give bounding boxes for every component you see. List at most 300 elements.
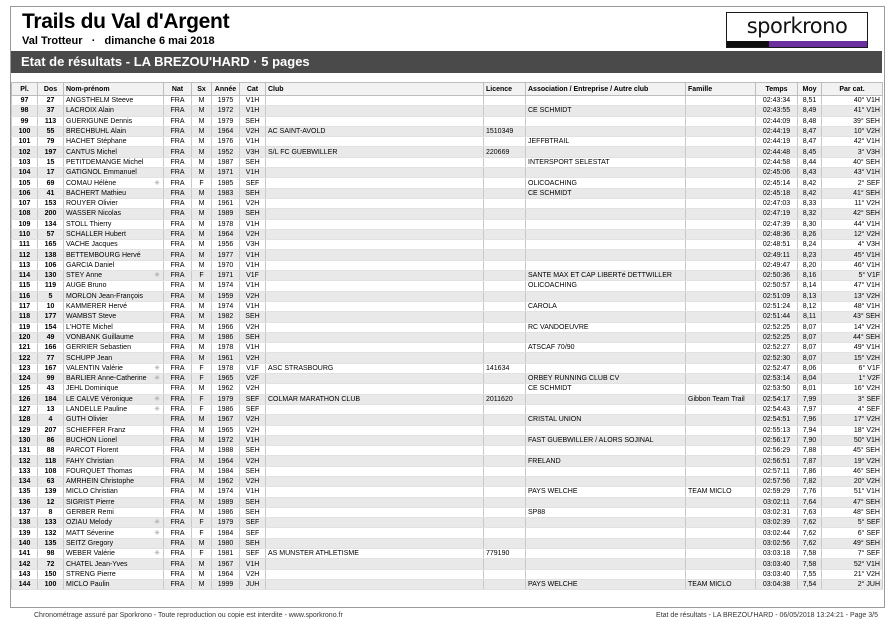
table-cell [822,229,883,239]
table-cell [686,137,756,147]
table-cell [266,198,484,208]
column-header: Temps [756,83,798,96]
cell-text: RC VANDOEUVRE [528,323,589,331]
table-cell [240,456,266,466]
table-cell [798,126,822,136]
table-cell [64,394,164,404]
table-cell [526,332,686,342]
cell-text: 177 [44,313,57,321]
table-cell [164,137,192,147]
cell-text: 1967 [217,560,234,568]
cell-text: 1974 [217,488,234,496]
table-cell [12,343,38,353]
cell-text: 03:02:31 [762,509,791,517]
cell-text: 109 [18,220,31,228]
cell-text: 105 [18,179,31,187]
cell-text: 2011620 [486,395,513,403]
cell-text: F [199,179,204,187]
table-cell [38,137,64,147]
cell-text: 122 [18,354,31,362]
cell-text: 127 [18,406,31,414]
table-cell [686,394,756,404]
table-cell [240,404,266,414]
table-cell [38,147,64,157]
cell-text: 47° V1H [853,282,880,290]
table-cell [798,569,822,579]
table-cell [484,157,526,167]
table-cell [12,466,38,476]
cell-text: 98 [20,107,29,115]
table-cell [12,178,38,188]
table-cell [64,312,164,322]
table-cell [822,579,883,589]
table-cell [484,168,526,178]
table-cell [798,394,822,404]
table-cell [164,147,192,157]
cell-text: 7,86 [802,467,817,475]
table-row [12,116,883,126]
table-cell [12,260,38,270]
table-cell [266,343,484,353]
table-cell [686,219,756,229]
cell-text: 7,76 [802,488,817,496]
table-cell [756,147,798,157]
cell-text: 165 [44,241,57,249]
table-cell [192,497,212,507]
table-cell [212,332,240,342]
table-cell [192,404,212,414]
cell-text: V2H [245,416,260,424]
table-cell [822,178,883,188]
cell-text: 02:51:24 [762,303,791,311]
table-cell [822,343,883,353]
table-cell [484,435,526,445]
table-cell [240,446,266,456]
table-cell [240,96,266,106]
table-cell [164,487,192,497]
cell-text: 8,42 [802,189,817,197]
table-cell [798,425,822,435]
table-row [12,209,883,219]
table-cell [240,147,266,157]
table-cell [526,291,686,301]
cell-text: 8,45 [802,148,817,156]
table-cell [266,579,484,589]
table-cell [484,538,526,548]
cell-text: 7,90 [802,436,817,444]
cell-text: 104 [18,169,31,177]
table-cell [38,384,64,394]
cell-text: 8,30 [802,220,817,228]
cell-text: FRA [170,179,185,187]
table-cell [64,528,164,538]
cell-text: 43° SEH [853,313,880,321]
cell-text: FRA [170,354,185,362]
table-cell [192,178,212,188]
table-cell [686,126,756,136]
table-cell [164,260,192,270]
cell-text: FRA [170,550,185,558]
table-cell [240,219,266,229]
table-cell [164,384,192,394]
cell-text: 44° SEH [853,333,880,341]
table-cell [266,168,484,178]
cell-text: V2H [245,457,260,465]
cell-text: 1952 [217,148,234,156]
cell-text: 1970 [217,261,234,269]
table-cell [164,353,192,363]
table-cell [686,96,756,106]
table-cell [484,188,526,198]
cell-text: V2H [245,426,260,434]
table-cell [798,281,822,291]
table-cell [756,250,798,260]
cell-text: 02:56:51 [762,457,791,465]
cell-text: 7,99 [802,395,817,403]
cell-text: 129 [18,426,31,434]
table-cell [798,343,822,353]
cell-text: 02:54:51 [762,416,791,424]
table-row [12,332,883,342]
cell-text: FRA [170,200,185,208]
cell-text: V2H [245,231,260,238]
cell-text: F [199,395,204,403]
cell-text: V1H [245,138,260,146]
table-cell [192,322,212,332]
cell-text: 02:52:47 [762,364,791,372]
cell-text: 02:45:18 [762,189,791,197]
cell-text: V2H [245,354,260,362]
cell-text: SP88 [528,509,546,517]
table-cell [64,240,164,250]
cell-text: 42° SEH [853,210,880,218]
table-cell [484,106,526,116]
table-cell [192,271,212,281]
cell-text: 45° V1H [853,251,880,259]
table-cell [686,157,756,167]
table-row [12,96,883,106]
table-cell [12,188,38,198]
table-cell [12,579,38,589]
table-cell [686,147,756,157]
table-cell [686,343,756,353]
table-cell [526,281,686,291]
event-date: dimanche 6 mai 2018 [104,35,215,47]
cell-text: M [198,436,205,444]
table-cell [484,281,526,291]
table-cell [686,538,756,548]
table-cell [240,260,266,270]
table-cell [38,415,64,425]
cell-text: FRA [170,364,185,372]
table-cell [64,363,164,373]
cell-text: 13° V2H [853,292,880,300]
table-cell [192,168,212,178]
table-row [12,188,883,198]
cell-text: FRA [170,292,185,300]
cell-text: 167 [44,364,57,372]
cell-text: M [198,128,205,136]
table-cell [266,137,484,147]
table-cell [756,271,798,281]
cell-text: M [198,447,205,455]
table-cell [192,188,212,198]
cell-text: 4° V3H [857,241,880,249]
cell-text: M [198,210,205,218]
table-cell [526,569,686,579]
cell-text: 02:44:48 [762,148,791,156]
table-cell [38,198,64,208]
cell-text: 02:49:11 [763,251,790,259]
table-cell [822,250,883,260]
table-cell [798,106,822,116]
table-cell [686,435,756,445]
table-cell [212,157,240,167]
table-cell [64,353,164,363]
table-cell [164,446,192,456]
table-cell [266,209,484,219]
cell-text: FRA [170,189,185,197]
table-cell [822,260,883,270]
table-cell [822,332,883,342]
cell-text: V1H [245,261,260,269]
cell-text: 41 [46,189,55,197]
table-cell [266,415,484,425]
table-cell [266,116,484,126]
cell-text: 03:02:44 [762,529,791,537]
table-row [12,106,883,116]
table-cell [212,209,240,219]
table-cell [240,518,266,528]
table-cell [192,538,212,548]
cell-text: 47° SEH [853,498,880,506]
table-cell [526,209,686,219]
cell-text: 02:44:58 [762,158,791,166]
table-cell [484,126,526,136]
table-cell [822,538,883,548]
subtitle-separator: · [91,35,96,47]
table-cell [192,446,212,456]
table-cell [192,528,212,538]
cell-text: V2H [245,323,260,331]
cell-text: 8,13 [802,292,817,300]
cell-text: STEY Anne [66,272,103,280]
table-cell [266,466,484,476]
table-cell [686,312,756,322]
table-cell [240,106,266,116]
table-cell [266,363,484,373]
table-cell [526,168,686,178]
cell-text: FRA [170,375,185,383]
cell-text: 144 [18,581,31,589]
table-cell [164,466,192,476]
cell-text: M [198,467,205,475]
table-cell [212,250,240,260]
cell-text: SEH [245,189,260,197]
cell-text: SEF [245,406,260,414]
table-cell [192,301,212,311]
table-cell [822,476,883,486]
cell-text: V1H [245,107,260,115]
logo-bar-black [727,41,769,47]
table-cell [240,281,266,291]
cell-text: F [199,406,204,414]
table-cell [798,147,822,157]
table-cell [526,549,686,559]
table-cell [64,456,164,466]
table-cell [164,374,192,384]
table-cell [526,559,686,569]
table-cell [212,528,240,538]
table-cell [756,106,798,116]
table-cell [240,157,266,167]
table-cell [38,209,64,219]
table-cell [526,466,686,476]
table-cell [38,435,64,445]
cell-text: AC SAINT-AVOLD [268,128,326,136]
cell-text: 7,97 [802,406,817,414]
table-cell [38,353,64,363]
table-cell [756,579,798,589]
table-cell [686,250,756,260]
table-cell [164,343,192,353]
cell-text: 133 [44,519,57,527]
table-cell [64,425,164,435]
cell-text: 99 [46,375,55,383]
table-cell [38,301,64,311]
table-cell [212,466,240,476]
cell-text: 49 [46,333,55,341]
table-cell [38,518,64,528]
cell-text: 02:43:55 [762,107,791,115]
cell-text: PARCOT Florent [66,447,119,455]
table-cell [484,271,526,281]
cell-text: 8,49 [802,107,817,115]
cell-text: 8,47 [802,128,817,136]
table-cell [64,116,164,126]
table-cell [38,507,64,517]
table-cell [686,384,756,394]
table-cell [484,425,526,435]
table-cell [798,240,822,250]
cell-text: 6° SEF [857,529,880,537]
table-cell [164,569,192,579]
table-cell [798,374,822,384]
table-cell [192,425,212,435]
table-cell [212,404,240,414]
cell-text: 7,62 [802,539,817,547]
table-cell [526,363,686,373]
cell-text: JEFFBTRAIL [528,138,570,146]
table-cell [526,518,686,528]
female-marker-icon: ✳ [154,406,160,414]
cell-text: 1988 [217,447,234,455]
cell-text: 8,06 [802,364,817,372]
cell-text: SEH [245,498,260,506]
table-row [12,528,883,538]
cell-text: SEH [245,333,260,341]
cell-text: M [198,498,205,506]
table-cell [798,178,822,188]
table-cell [798,250,822,260]
table-cell [484,250,526,260]
table-cell [798,507,822,517]
table-cell [526,116,686,126]
cell-text: 119 [44,282,57,290]
cell-text: 8,43 [802,169,817,177]
table-cell [192,435,212,445]
cell-text: 12 [46,498,55,506]
table-cell [266,291,484,301]
table-cell [822,157,883,167]
cell-text: FRA [170,210,185,218]
table-cell [526,538,686,548]
table-cell [266,518,484,528]
table-cell [64,569,164,579]
table-cell [212,538,240,548]
table-cell [212,312,240,322]
table-cell [212,507,240,517]
table-cell [756,240,798,250]
table-cell [38,188,64,198]
cell-text: FRA [170,406,185,414]
cell-text: FRA [170,436,185,444]
cell-text: M [198,158,205,166]
table-header-row [12,83,883,96]
table-cell [822,374,883,384]
race-name: Val Trotteur [22,35,83,47]
cell-text: 02:51:09 [762,292,791,300]
table-cell [756,363,798,373]
table-cell [64,106,164,116]
cell-text: 7,54 [802,581,817,589]
cell-text: 55 [46,128,55,136]
table-row [12,466,883,476]
table-cell [266,559,484,569]
table-cell [526,271,686,281]
table-cell [798,260,822,270]
table-cell [756,497,798,507]
cell-text: 115 [18,282,31,290]
table-cell [164,518,192,528]
table-cell [526,374,686,384]
table-cell [12,549,38,559]
column-header: Nat [164,83,192,96]
table-cell [64,404,164,414]
cell-text: SEF [245,550,260,558]
cell-text: FRA [170,509,185,517]
table-cell [484,322,526,332]
table-cell [266,374,484,384]
table-row [12,322,883,332]
table-cell [822,559,883,569]
cell-text: FRA [170,169,185,177]
cell-text: 1987 [217,158,234,166]
table-cell [822,394,883,404]
table-row [12,507,883,517]
cell-text: V1H [245,251,260,259]
table-cell [64,291,164,301]
table-cell [822,425,883,435]
cell-text: 101 [18,138,31,146]
cell-text: 02:57:56 [762,478,791,486]
table-row [12,147,883,157]
cell-text: M [198,200,205,208]
table-cell [64,126,164,136]
table-cell [164,456,192,466]
cell-text: 124 [18,375,31,383]
table-cell [822,106,883,116]
